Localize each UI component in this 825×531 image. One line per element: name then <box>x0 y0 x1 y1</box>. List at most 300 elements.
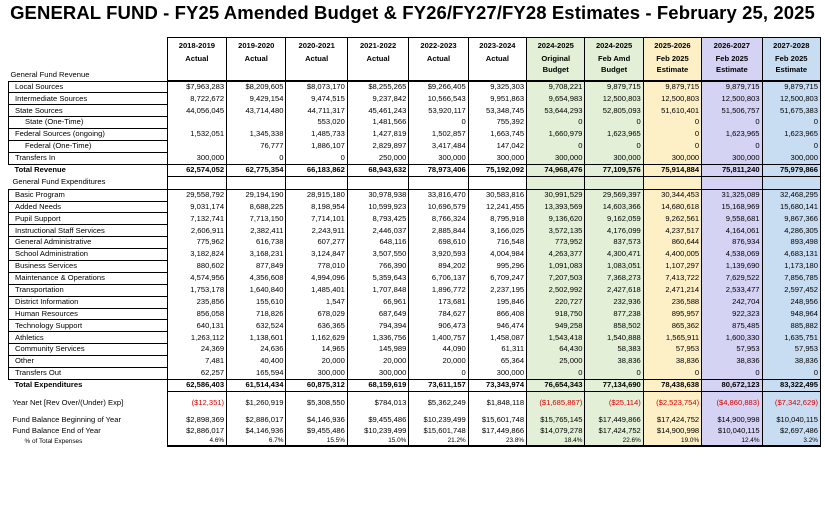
value-cell: 895,957 <box>643 308 701 320</box>
revenue-row-label: Federal (One-Time) <box>9 140 168 152</box>
value-cell: 232,936 <box>585 296 643 308</box>
value-cell: 773,952 <box>527 237 585 249</box>
value-cell: 9,136,620 <box>527 213 585 225</box>
value-cell <box>702 176 762 189</box>
value-cell: 7,368,273 <box>585 272 643 284</box>
value-cell: 0 <box>585 117 643 129</box>
value-cell: 2,829,897 <box>347 140 408 152</box>
value-cell <box>468 176 526 189</box>
value-cell: 29,569,397 <box>585 189 643 201</box>
value-cell: 7,629,522 <box>702 272 762 284</box>
value-cell: $10,040,115 <box>702 426 762 437</box>
value-cell: 147,042 <box>468 140 526 152</box>
value-cell: 2,606,911 <box>167 225 226 237</box>
value-cell: ($2,523,754) <box>643 398 701 409</box>
expenditure-row-label: Pupil Support <box>9 213 168 225</box>
value-cell: 3,417,484 <box>409 140 468 152</box>
value-cell: 57,953 <box>702 344 762 356</box>
expenditure-row-label: Community Services <box>9 344 168 356</box>
value-cell: 632,524 <box>227 320 286 332</box>
value-cell <box>167 140 226 152</box>
column-header <box>167 38 226 82</box>
value-cell: 9,429,154 <box>227 93 286 105</box>
expenditure-row-label: Athletics <box>9 332 168 344</box>
value-cell: 7,713,150 <box>227 213 286 225</box>
value-cell: 83,322,495 <box>762 379 820 391</box>
value-cell: 1,635,751 <box>762 332 820 344</box>
expenditure-row-label: Technology Support <box>9 320 168 332</box>
value-cell: 0 <box>527 117 585 129</box>
expenditure-row-label: District Information <box>9 296 168 308</box>
column-year: 2018-2019 <box>178 41 216 50</box>
value-cell: 57,953 <box>643 344 701 356</box>
value-cell: 30,344,453 <box>643 189 701 201</box>
value-cell: 553,020 <box>286 117 347 129</box>
value-cell: 33,816,470 <box>409 189 468 201</box>
value-cell: 1,532,051 <box>167 129 226 141</box>
value-cell: 1,458,087 <box>468 332 526 344</box>
value-cell: 1,083,051 <box>585 260 643 272</box>
value-cell: 61,311 <box>468 344 526 356</box>
value-cell: 9,708,221 <box>527 81 585 93</box>
value-cell: 3,920,593 <box>409 249 468 261</box>
value-cell: 9,558,681 <box>702 213 762 225</box>
value-cell: $17,449,866 <box>585 415 643 426</box>
value-cell: 5,359,643 <box>347 272 408 284</box>
value-cell: 1,107,297 <box>643 260 701 272</box>
value-cell: 38,836 <box>702 356 762 368</box>
expenditure-row-label: Instructional Staff Services <box>9 225 168 237</box>
value-cell: 236,588 <box>643 296 701 308</box>
value-cell: 80,672,123 <box>702 379 762 391</box>
column-label: Actual <box>366 54 390 63</box>
column-header <box>286 38 347 82</box>
value-cell: 4,683,131 <box>762 249 820 261</box>
column-label: Actual <box>244 54 268 63</box>
value-cell: 9,951,863 <box>468 93 526 105</box>
value-cell: 15,168,969 <box>702 201 762 213</box>
value-cell: 19.0% <box>643 436 701 446</box>
column-header <box>468 38 526 82</box>
value-cell <box>347 176 408 189</box>
value-cell: 25,000 <box>527 356 585 368</box>
value-cell: 0 <box>527 140 585 152</box>
value-cell: $1,848,118 <box>468 398 526 409</box>
value-cell: 7,481 <box>167 356 226 368</box>
value-cell: 687,649 <box>347 308 408 320</box>
revenue-row-label: Intermediate Sources <box>9 93 168 105</box>
column-year: 2022-2023 <box>420 41 457 50</box>
value-cell: 1,660,979 <box>527 129 585 141</box>
value-cell: 4,994,096 <box>286 272 347 284</box>
value-cell: $15,601,748 <box>468 415 526 426</box>
value-cell: 885,882 <box>762 320 820 332</box>
value-cell: ($7,342,629) <box>762 398 820 409</box>
revenue-row-label: Federal Sources (ongoing) <box>9 129 168 141</box>
value-cell: 38,836 <box>643 356 701 368</box>
value-cell: 4,538,069 <box>702 249 762 261</box>
value-cell: 866,408 <box>468 308 526 320</box>
value-cell: 1,623,965 <box>762 129 820 141</box>
value-cell: $17,424,752 <box>643 415 701 426</box>
value-cell: $14,079,278 <box>527 426 585 437</box>
value-cell: 8,198,954 <box>286 201 347 213</box>
pct-expenses-label: % of Total Expenses <box>24 437 83 445</box>
value-cell: $4,146,936 <box>286 415 347 426</box>
value-cell: ($12,351) <box>167 398 226 409</box>
column-header <box>527 38 585 82</box>
value-cell: 8,722,672 <box>167 93 226 105</box>
total-revenue-label: Total Revenue <box>14 165 66 175</box>
value-cell: $14,900,998 <box>643 426 701 437</box>
value-cell: 4,237,517 <box>643 225 701 237</box>
value-cell: 62,574,052 <box>167 164 226 176</box>
value-cell: 0 <box>643 140 701 152</box>
value-cell: 2,243,911 <box>286 225 347 237</box>
column-header <box>347 38 408 82</box>
value-cell: 62,257 <box>167 367 226 379</box>
value-cell <box>227 117 286 129</box>
column-header <box>762 38 820 82</box>
value-cell: $2,886,017 <box>227 415 286 426</box>
value-cell: 10,599,923 <box>347 201 408 213</box>
value-cell: 0 <box>585 140 643 152</box>
value-cell: 1,640,840 <box>227 284 286 296</box>
value-cell: 75,811,240 <box>702 164 762 176</box>
value-cell <box>167 176 226 189</box>
value-cell: 20,000 <box>347 356 408 368</box>
value-cell: 300,000 <box>702 152 762 164</box>
column-label: Actual <box>185 54 209 63</box>
value-cell: 3,124,847 <box>286 249 347 261</box>
value-cell: $17,449,866 <box>468 426 526 437</box>
column-header <box>409 38 468 82</box>
value-cell: $9,455,486 <box>347 415 408 426</box>
value-cell: 1,623,965 <box>585 129 643 141</box>
value-cell: 880,602 <box>167 260 226 272</box>
column-year: 2026-2027 <box>713 41 750 50</box>
value-cell: 66,183,862 <box>286 164 347 176</box>
value-cell: 922,323 <box>702 308 762 320</box>
value-cell: 15.0% <box>347 436 408 446</box>
value-cell: 53,920,117 <box>409 105 468 117</box>
column-label: Actual <box>485 54 509 63</box>
value-cell: 9,879,715 <box>762 81 820 93</box>
value-cell: 4,263,377 <box>527 249 585 261</box>
value-cell: 21.2% <box>409 436 468 446</box>
value-cell: 9,162,059 <box>585 213 643 225</box>
value-cell: 948,964 <box>762 308 820 320</box>
value-cell: 7,856,785 <box>762 272 820 284</box>
value-cell: 300,000 <box>585 152 643 164</box>
value-cell <box>643 176 701 189</box>
value-cell: 23.8% <box>468 436 526 446</box>
value-cell: 678,029 <box>286 308 347 320</box>
value-cell: 242,704 <box>702 296 762 308</box>
revenue-row-label: Local Sources <box>9 81 168 93</box>
value-cell: 0 <box>643 117 701 129</box>
value-cell: 66,961 <box>347 296 408 308</box>
value-cell: $10,040,115 <box>762 415 820 426</box>
section-heading-revenue: General Fund Revenue <box>10 69 90 79</box>
value-cell: 165,594 <box>227 367 286 379</box>
value-cell: 877,849 <box>227 260 286 272</box>
value-cell: 12,500,803 <box>585 93 643 105</box>
value-cell <box>167 117 226 129</box>
value-cell: 29,194,190 <box>227 189 286 201</box>
value-cell: 0 <box>409 117 468 129</box>
value-cell: 0 <box>286 152 347 164</box>
value-cell: 0 <box>762 117 820 129</box>
value-cell: 62,775,354 <box>227 164 286 176</box>
value-cell: 60,875,312 <box>286 379 347 391</box>
value-cell: 894,202 <box>409 260 468 272</box>
value-cell: 68,943,632 <box>347 164 408 176</box>
revenue-row-label: State (One-Time) <box>9 117 168 129</box>
value-cell: $7,963,283 <box>167 81 226 93</box>
column-header <box>227 38 286 82</box>
value-cell: 1,173,180 <box>762 260 820 272</box>
value-cell: 4,286,305 <box>762 225 820 237</box>
value-cell: 220,727 <box>527 296 585 308</box>
value-cell: 6,706,137 <box>409 272 468 284</box>
value-cell: $4,146,936 <box>227 426 286 437</box>
revenue-row-label: State Sources <box>9 105 168 117</box>
page-title: GENERAL FUND - FY25 Amended Budget & FY26/FY27/FY28 Estimates - February 25, 2025 <box>10 2 815 23</box>
value-cell: 755,392 <box>468 117 526 129</box>
value-cell <box>585 176 643 189</box>
value-cell: 12,500,803 <box>643 93 701 105</box>
value-cell: 9,325,303 <box>468 81 526 93</box>
expenditure-row-label: Transportation <box>9 284 168 296</box>
value-cell: 61,514,434 <box>227 379 286 391</box>
value-cell: 775,962 <box>167 237 226 249</box>
value-cell: 1,485,733 <box>286 129 347 141</box>
value-cell: 3,572,135 <box>527 225 585 237</box>
value-cell: 250,000 <box>347 152 408 164</box>
value-cell: 51,675,383 <box>762 105 820 117</box>
value-cell: 860,644 <box>643 237 701 249</box>
value-cell: 1,400,757 <box>409 332 468 344</box>
value-cell: 75,192,092 <box>468 164 526 176</box>
column-year: 2023-2024 <box>479 41 516 50</box>
value-cell: 51,506,757 <box>702 105 762 117</box>
value-cell: 75,914,884 <box>643 164 701 176</box>
value-cell: 1,091,083 <box>527 260 585 272</box>
value-cell: 8,688,225 <box>227 201 286 213</box>
column-label: Feb 2025 Estimate <box>715 54 749 74</box>
value-cell: 68,159,619 <box>347 379 408 391</box>
value-cell: 4,574,956 <box>167 272 226 284</box>
value-cell <box>227 176 286 189</box>
value-cell: 1,663,745 <box>468 129 526 141</box>
value-cell: 9,237,842 <box>347 93 408 105</box>
value-cell: 77,134,690 <box>585 379 643 391</box>
value-cell: 784,627 <box>409 308 468 320</box>
value-cell: 20,000 <box>409 356 468 368</box>
value-cell: 2,885,844 <box>409 225 468 237</box>
value-cell: 1,345,338 <box>227 129 286 141</box>
expenditure-row-label: Added Needs <box>9 201 168 213</box>
value-cell: 44,056,045 <box>167 105 226 117</box>
value-cell: 7,413,722 <box>643 272 701 284</box>
value-cell: 12,500,803 <box>762 93 820 105</box>
value-cell: $10,239,499 <box>347 426 408 437</box>
value-cell: 24,636 <box>227 344 286 356</box>
value-cell: 145,989 <box>347 344 408 356</box>
value-cell: 1,707,848 <box>347 284 408 296</box>
value-cell: 4,164,061 <box>702 225 762 237</box>
value-cell: 4,400,005 <box>643 249 701 261</box>
value-cell: $5,362,249 <box>409 398 468 409</box>
value-cell: $8,209,605 <box>227 81 286 93</box>
value-cell: 4,300,471 <box>585 249 643 261</box>
value-cell: 875,485 <box>702 320 762 332</box>
column-label: Feb 2025 Estimate <box>775 54 808 74</box>
value-cell: 12,241,455 <box>468 201 526 213</box>
value-cell: 1,600,330 <box>702 332 762 344</box>
expenditure-row-label: General Administrative <box>9 237 168 249</box>
value-cell: $5,308,550 <box>286 398 347 409</box>
value-cell: 2,597,452 <box>762 284 820 296</box>
value-cell <box>762 176 820 189</box>
value-cell: 235,856 <box>167 296 226 308</box>
column-label: Actual <box>305 54 329 63</box>
value-cell: 53,644,293 <box>527 105 585 117</box>
value-cell: 995,296 <box>468 260 526 272</box>
value-cell: 2,446,037 <box>347 225 408 237</box>
value-cell: ($25,114) <box>585 398 643 409</box>
value-cell: 76,777 <box>227 140 286 152</box>
value-cell: 636,365 <box>286 320 347 332</box>
value-cell: 3,166,025 <box>468 225 526 237</box>
column-year: 2027-2028 <box>773 41 810 50</box>
value-cell: 877,238 <box>585 308 643 320</box>
value-cell: $17,424,752 <box>585 426 643 437</box>
value-cell: 51,610,401 <box>643 105 701 117</box>
value-cell: 0 <box>643 367 701 379</box>
column-year: 2020-2021 <box>298 41 335 50</box>
value-cell: 300,000 <box>527 152 585 164</box>
value-cell: 65,364 <box>468 356 526 368</box>
value-cell: 607,277 <box>286 237 347 249</box>
value-cell: $15,601,748 <box>409 426 468 437</box>
value-cell: 30,583,816 <box>468 189 526 201</box>
value-cell: 78,438,638 <box>643 379 701 391</box>
value-cell: 1,565,911 <box>643 332 701 344</box>
value-cell: 64,430 <box>527 344 585 356</box>
value-cell: 1,427,819 <box>347 129 408 141</box>
value-cell: 766,390 <box>347 260 408 272</box>
value-cell: 9,031,174 <box>167 201 226 213</box>
value-cell: 0 <box>585 367 643 379</box>
value-cell: 31,325,089 <box>702 189 762 201</box>
value-cell: 73,611,157 <box>409 379 468 391</box>
value-cell: 9,879,715 <box>643 81 701 93</box>
value-cell: 52,805,093 <box>585 105 643 117</box>
value-cell: 10,696,579 <box>409 201 468 213</box>
value-cell: ($4,860,883) <box>702 398 762 409</box>
value-cell: 4.6% <box>167 436 226 446</box>
total-expenditures-label: Total Expenditures <box>14 380 83 390</box>
value-cell <box>409 176 468 189</box>
value-cell: $9,266,405 <box>409 81 468 93</box>
column-label: Feb 2025 Estimate <box>656 54 689 74</box>
value-cell: 949,258 <box>527 320 585 332</box>
value-cell: 15,680,141 <box>762 201 820 213</box>
value-cell <box>286 176 347 189</box>
value-cell: 14,965 <box>286 344 347 356</box>
expenditure-row-label: Basic Program <box>9 189 168 201</box>
value-cell: 4,356,608 <box>227 272 286 284</box>
value-cell: 300,000 <box>468 152 526 164</box>
column-label: Original Budget <box>541 54 571 74</box>
value-cell: 73,343,974 <box>468 379 526 391</box>
value-cell: 18.4% <box>527 436 585 446</box>
value-cell: 14,680,618 <box>643 201 701 213</box>
value-cell: 38,836 <box>585 356 643 368</box>
value-cell: 24,369 <box>167 344 226 356</box>
column-label: Actual <box>426 54 451 63</box>
value-cell: 906,473 <box>409 320 468 332</box>
value-cell: 893,498 <box>762 237 820 249</box>
value-cell: 876,934 <box>702 237 762 249</box>
value-cell: 9,474,515 <box>286 93 347 105</box>
value-cell: 3,507,550 <box>347 249 408 261</box>
value-cell: 300,000 <box>167 152 226 164</box>
value-cell: 13,393,569 <box>527 201 585 213</box>
value-cell: 22.6% <box>585 436 643 446</box>
value-cell: 7,714,101 <box>286 213 347 225</box>
value-cell: 15.5% <box>286 436 347 446</box>
value-cell: 9,879,715 <box>585 81 643 93</box>
value-cell: 300,000 <box>409 152 468 164</box>
value-cell: 30,991,529 <box>527 189 585 201</box>
value-cell: 30,978,938 <box>347 189 408 201</box>
revenue-row-label: Transfers In <box>9 152 168 164</box>
value-cell: 195,846 <box>468 296 526 308</box>
value-cell: 7,207,503 <box>527 272 585 284</box>
value-cell: 698,610 <box>409 237 468 249</box>
value-cell: 1,753,178 <box>167 284 226 296</box>
value-cell: 2,502,992 <box>527 284 585 296</box>
column-header <box>643 38 701 82</box>
value-cell: 0 <box>762 367 820 379</box>
value-cell: 14,603,366 <box>585 201 643 213</box>
column-label: Feb Amd Budget <box>598 54 631 74</box>
value-cell: 40,400 <box>227 356 286 368</box>
value-cell: 1,547 <box>286 296 347 308</box>
value-cell: 3,168,231 <box>227 249 286 261</box>
value-cell: 77,109,576 <box>585 164 643 176</box>
value-cell: 9,262,561 <box>643 213 701 225</box>
value-cell: 1,886,107 <box>286 140 347 152</box>
value-cell: 640,131 <box>167 320 226 332</box>
expenditure-row-label: Business Services <box>9 260 168 272</box>
column-year: 2019-2020 <box>238 41 275 50</box>
value-cell: 300,000 <box>286 367 347 379</box>
value-cell: 6.7% <box>227 436 286 446</box>
expenditure-row-label: Maintenance & Operations <box>9 272 168 284</box>
value-cell: 1,485,401 <box>286 284 347 296</box>
value-cell: 918,750 <box>527 308 585 320</box>
value-cell: 0 <box>409 367 468 379</box>
value-cell: 946,474 <box>468 320 526 332</box>
value-cell: 0 <box>702 367 762 379</box>
budget-table <box>8 37 821 447</box>
column-year: 2024-2025 <box>537 41 574 50</box>
column-year: 2024-2025 <box>595 41 633 50</box>
